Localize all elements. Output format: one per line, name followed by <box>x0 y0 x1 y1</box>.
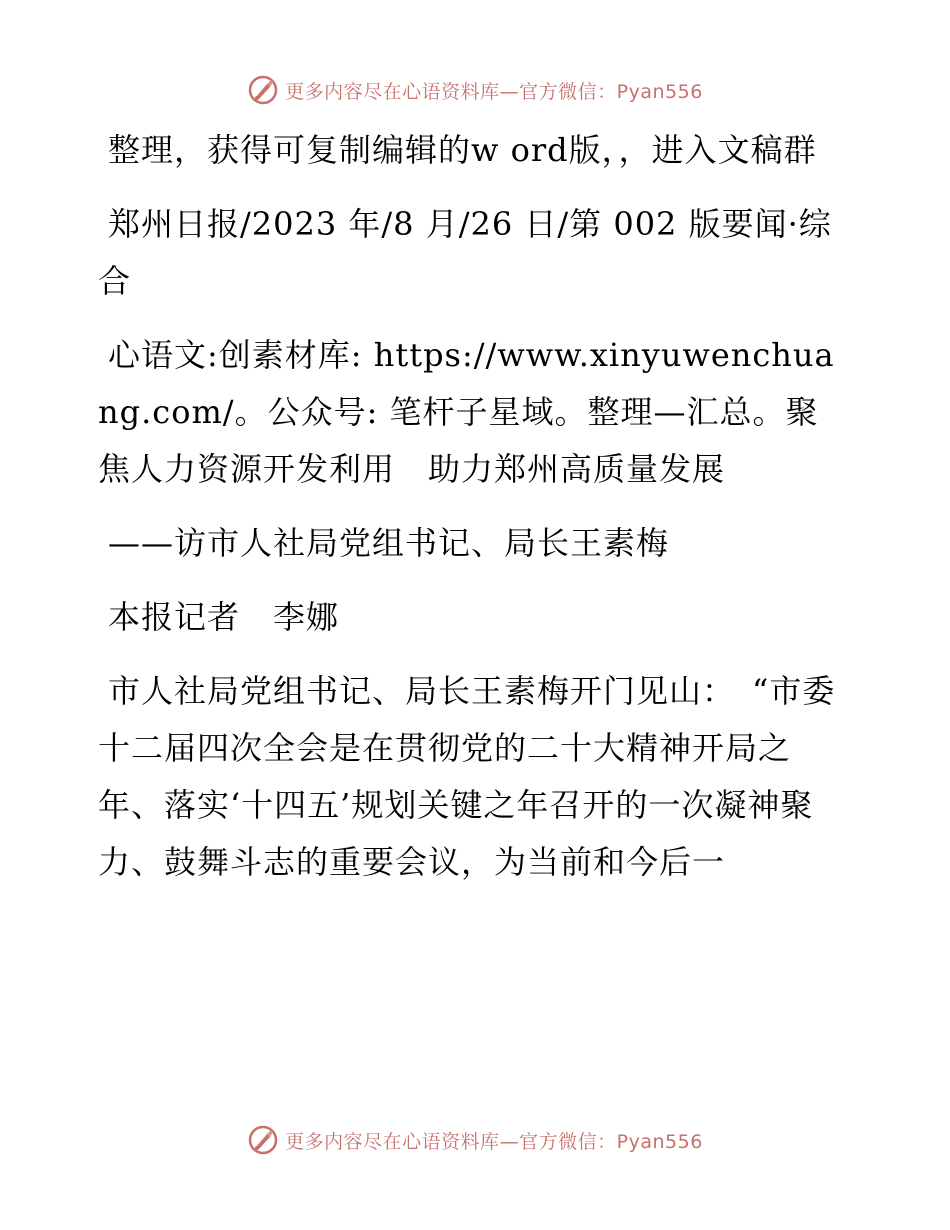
paragraph-headline: 心语文:创素材库: https://www.xinyuwenchuang.com/。公众号: 笔杆子星域。整理—汇总。聚焦人力资源开发利用 助力郑州高质量发展 <box>98 336 835 488</box>
header-watermark-text: 更多内容尽在心语资料库—官方微信：Pyan556 <box>285 80 703 103</box>
paragraph-intro: 整理，获得可复制编辑的w ord版，，进入文稿群 <box>108 131 817 169</box>
paragraph-source: 郑州日报/2023 年/8 月/26 日/第 002 版要闻·综合 <box>98 205 832 300</box>
footer-watermark-text: 更多内容尽在心语资料库—官方微信：Pyan556 <box>285 1130 703 1153</box>
pen-nib-logo-icon <box>247 74 279 106</box>
paragraph-subtitle: ——访市人社局党组书记、局长王素梅 <box>108 524 670 562</box>
pen-nib-logo-icon <box>247 1124 279 1156</box>
paragraph-byline: 本报记者 李娜 <box>108 598 340 636</box>
document-body <box>98 122 850 908</box>
paragraph-body: 市人社局党组书记、局长王素梅开门见山： “市委十二届四次全会是在贯彻党的二十大精神开局之年、落实‘十四五’规划关键之年召开的一次凝神聚力、鼓舞斗志的重要会议，为当前和今后一 <box>98 672 836 881</box>
footer-watermark <box>0 1124 950 1156</box>
header-watermark <box>0 74 950 106</box>
